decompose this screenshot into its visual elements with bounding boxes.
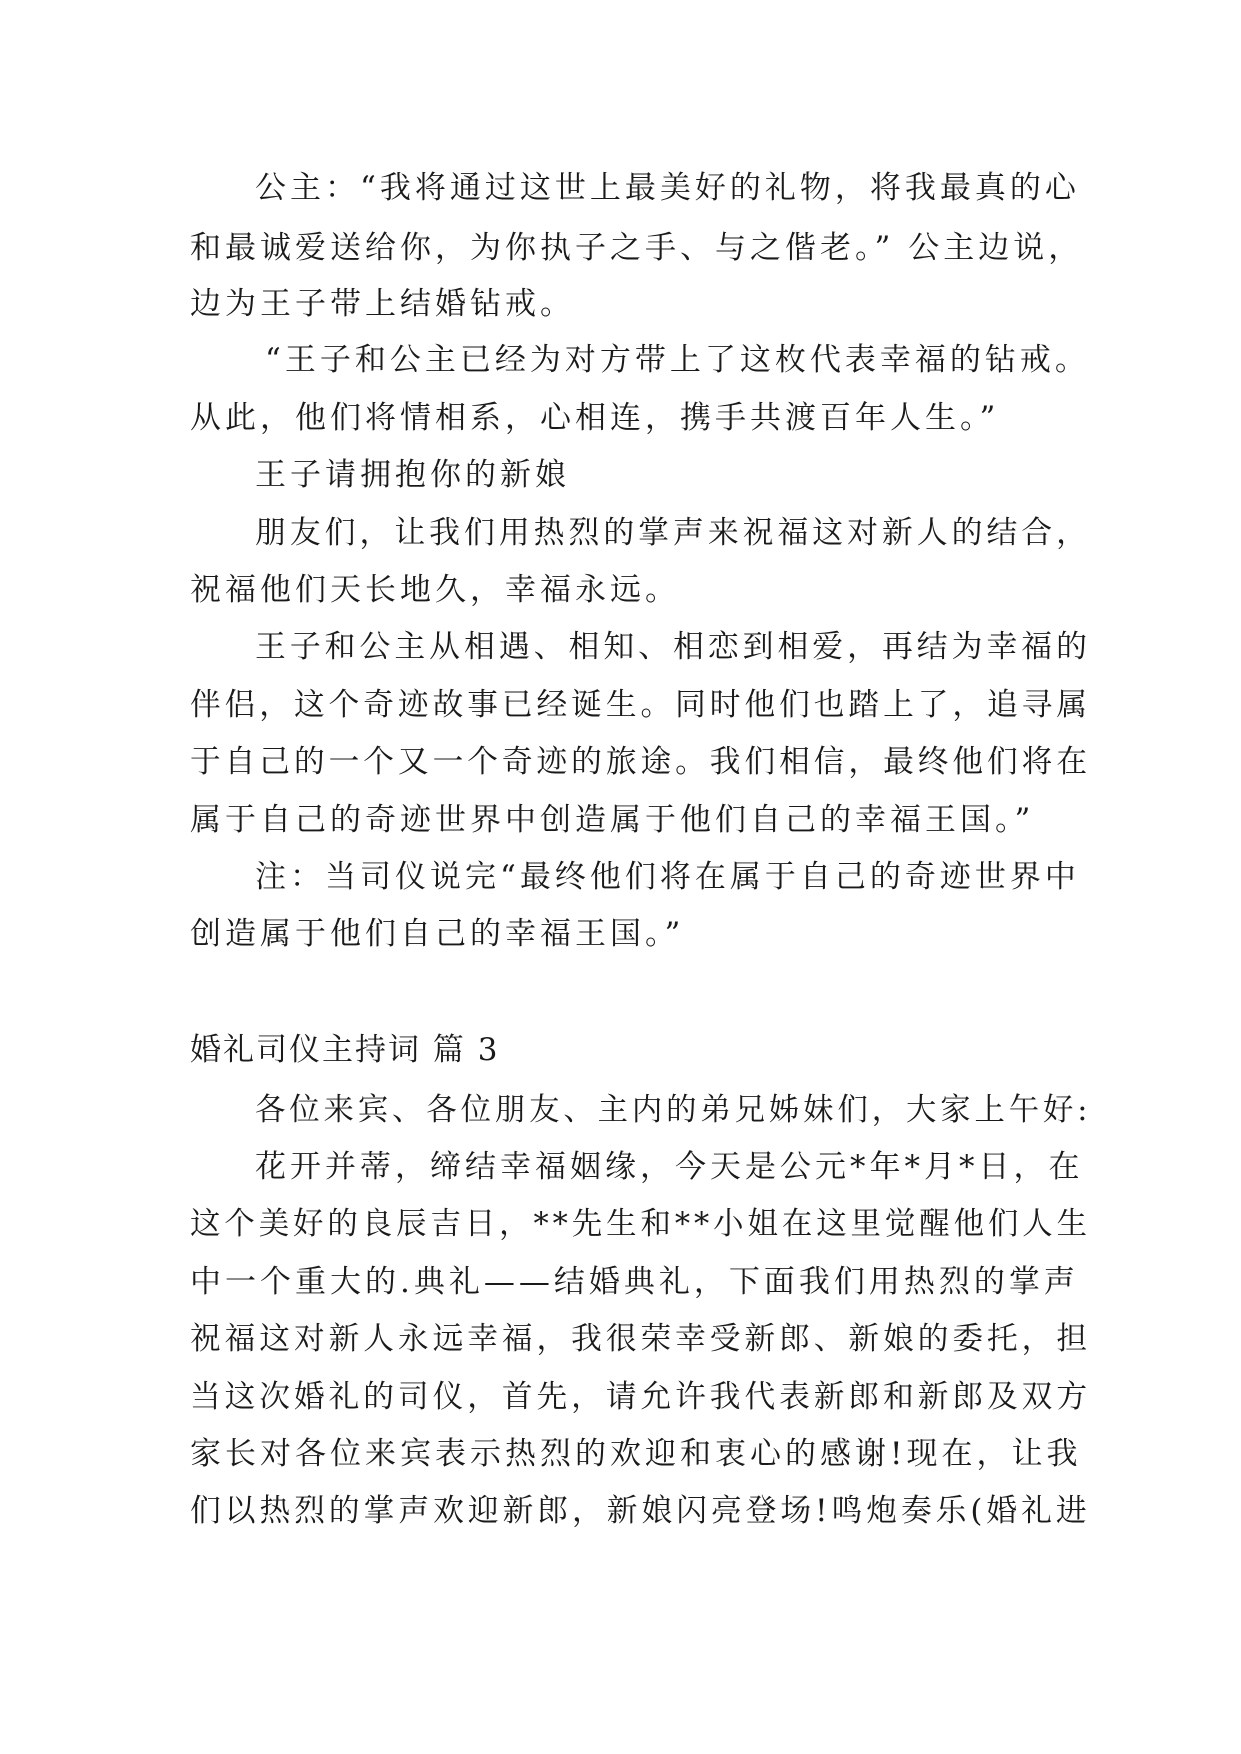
paragraph-line: “王子和公主已经为对方带上了这枚代表幸福的钻戒。 [265,342,1090,378]
paragraph-line: 家长对各位来宾表示热烈的欢迎和衷心的感谢!现在，让我 [190,1436,1082,1472]
paragraph-line: 祝福这对新人永远幸福，我很荣幸受新郎、新娘的委托，担 [190,1321,1091,1357]
paragraph-line: 们以热烈的掌声欢迎新郎，新娘闪亮登场!鸣炮奏乐(婚礼进 [190,1493,1091,1529]
paragraph-line: 公主：“我将通过这世上最美好的礼物，将我最真的心 [255,170,1080,206]
paragraph-line: 于自己的一个又一个奇迹的旅途。我们相信，最终他们将在 [190,744,1091,780]
paragraph-line: 王子和公主从相遇、相知、相恋到相爱，再结为幸福的 [255,629,1091,665]
paragraph-line: 当这次婚礼的司仪，首先，请允许我代表新郎和新郎及双方 [190,1379,1091,1415]
paragraph-line: 伴侣，这个奇迹故事已经诞生。同时他们也踏上了，追寻属 [190,687,1091,723]
paragraph-line: 从此，他们将情相系，心相连，携手共渡百年人生。” [190,400,1000,436]
paragraph-line: 属于自己的奇迹世界中创造属于他们自己的幸福王国。” [190,802,1035,838]
paragraph-line: 中一个重大的.典礼——结婚典礼，下面我们用热烈的掌声 [190,1264,1079,1300]
paragraph-line: 创造属于他们自己的幸福王国。” [190,916,685,952]
paragraph-line: 祝福他们天长地久，幸福永远。 [190,572,680,608]
paragraph-line: 和最诚爱送给你，为你执子之手、与之偕老。” 公主边说， [190,230,1084,266]
paragraph-line: 注：当司仪说完“最终他们将在属于自己的奇迹世界中 [255,859,1080,895]
paragraph-line: 各位来宾、各位朋友、主内的弟兄姊妹们，大家上午好: [255,1092,1092,1128]
paragraph-line: 边为王子带上结婚钻戒。 [190,286,575,322]
paragraph-line: 花开并蒂，缔结幸福姻缘，今天是公元*年*月*日，在 [255,1149,1084,1185]
paragraph-line: 朋友们，让我们用热烈的掌声来祝福这对新人的结合， [255,515,1091,551]
section-heading: 婚礼司仪主持词 篇 3 [190,1032,500,1068]
paragraph-line: 王子请拥抱你的新娘 [255,457,570,493]
paragraph-line: 这个美好的良辰吉日，**先生和**小姐在这里觉醒他们人生 [190,1206,1092,1242]
